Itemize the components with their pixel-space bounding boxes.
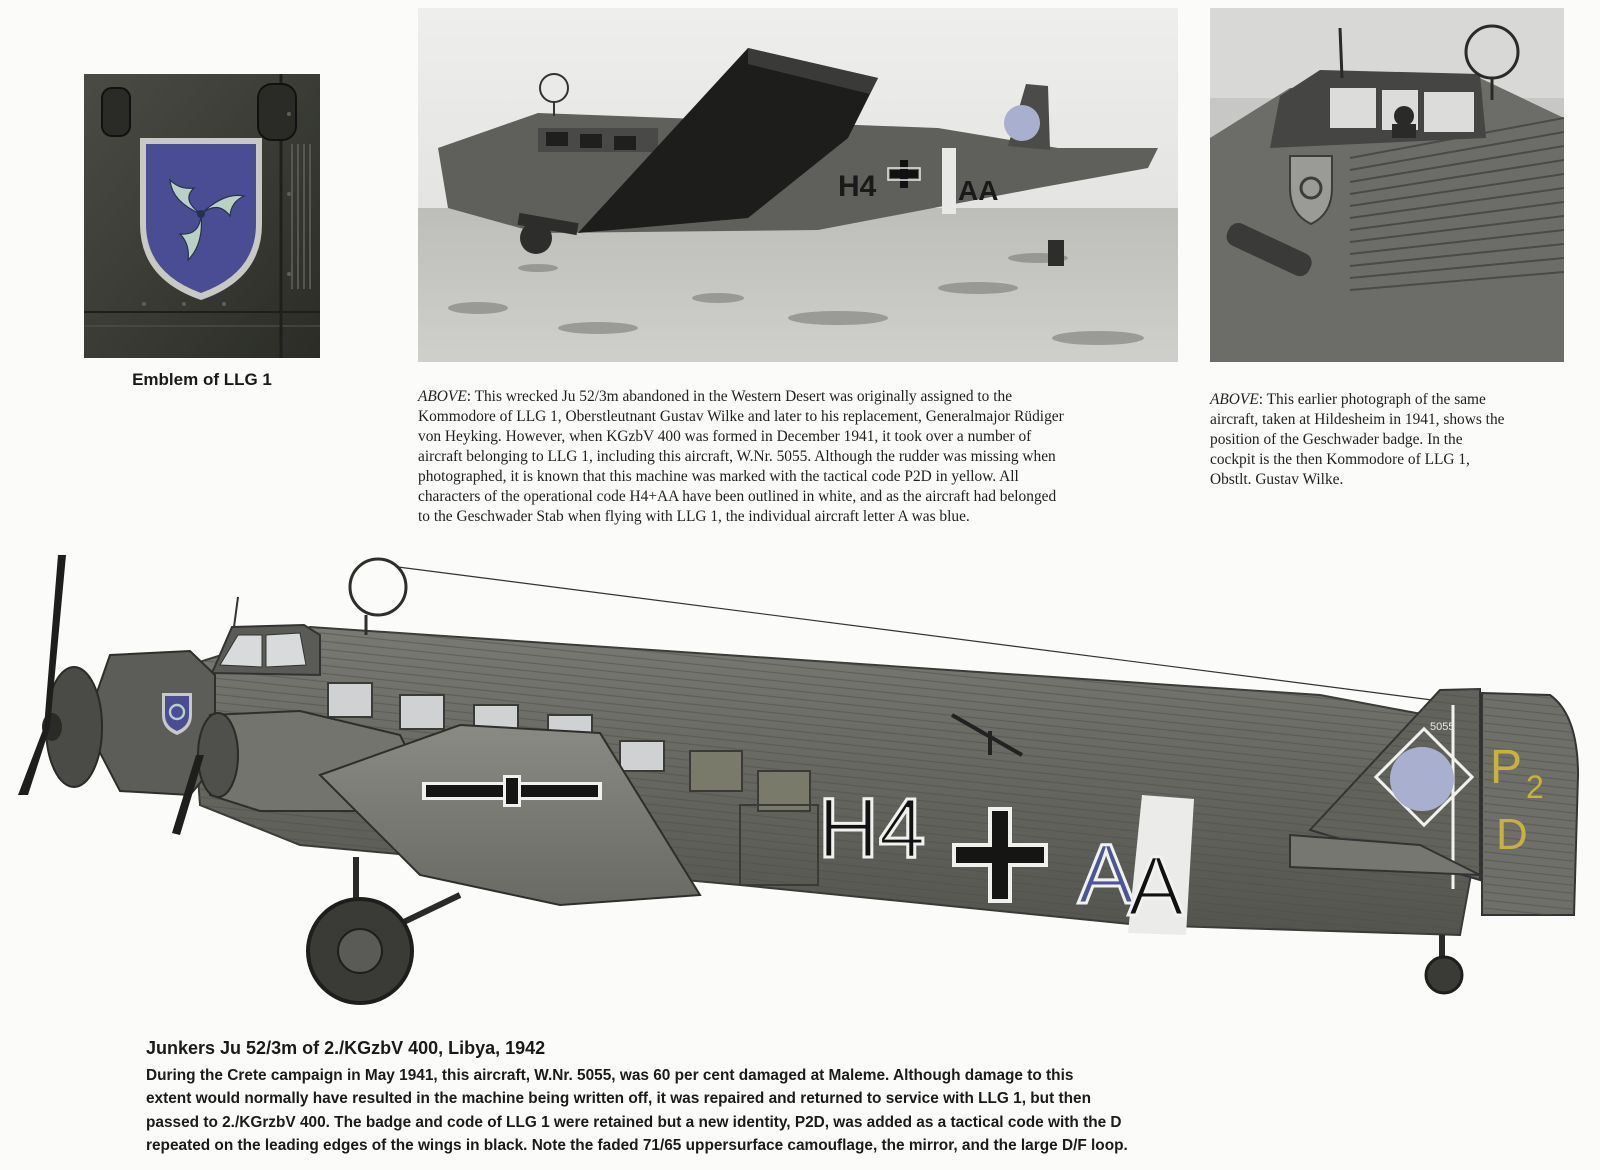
tail-code-d: D (1496, 810, 1528, 859)
aircraft-profile-art (0, 555, 1600, 1015)
wreck-code-h4: H4 (838, 170, 877, 203)
wreck-code-aa: AA (958, 175, 999, 206)
tail-number: 5055 (1430, 721, 1455, 733)
tail-overlay-circle (1390, 747, 1454, 811)
wreck-photo-caption: ABOVE: This wrecked Ju 52/3m abandoned in the Western Desert was originally assigned to the Kommodore of LLG 1, Oberstleutnant Gustav Wilke and later to his replacement, Generalmajor Rüdiger von Heyking. However, when KGzbV 400 was formed in December 1941, it took over a number of aircraft belonging to LLG 1, including this aircraft, W.Nr. 5055. Although the rudder was missing when photographed, it is known that this machine was marked with the tactical code P2D in yellow. All characters of the operational code H4+AA have been outlined in white, and as the aircraft had belonged to the Geschwader Stab when flying with LLG 1, the individual aircraft letter A was blue. (418, 388, 1064, 525)
profile-description: During the Crete campaign in May 1941, this aircraft, W.Nr. 5055, was 60 per cent damaged at Maleme. Although damage to this extent would normally have resulted in the machine being written off, it was repaired and returned to service with LLG 1, but then passed to 2./KGrzbV 400. The badge and code of LLG 1 were retained but a new identity, P2D, was added as a tactical code with the D repeated on the leading edges of the wings in black. Note the faded 71/65 uppersurface camouflage, the mirror, and the large D/F loop. (146, 1067, 1128, 1154)
tail-code-p: P (1490, 741, 1523, 794)
aircraft-profile (0, 555, 1600, 1015)
emblem-photo (84, 74, 320, 358)
profile-title: Junkers Ju 52/3m of 2./KGzbV 400, Libya, 1942 (146, 1038, 546, 1058)
cockpit-photo-caption: ABOVE: This earlier photograph of the same aircraft, taken at Hildesheim in 1941, shows the position of the Geschwader badge. In the cockpit is the then Kommodore of LLG 1, Obstlt. Gustav Wilke. (1210, 391, 1505, 488)
wreck-photo-art (418, 8, 1178, 362)
emblem-caption: Emblem of LLG 1 (132, 370, 272, 389)
profile-code-h4: H4 (818, 781, 926, 875)
cockpit-photo (1210, 8, 1564, 362)
profile-code-a-black: A (1128, 839, 1185, 933)
profile-code-a-blue: A (1078, 827, 1135, 921)
wreck-overlay-circle (1004, 105, 1040, 141)
emblem-photo-art (84, 74, 320, 358)
tail-code-2: 2 (1526, 769, 1544, 805)
wreck-photo (418, 8, 1178, 362)
cockpit-photo-art (1210, 8, 1564, 362)
